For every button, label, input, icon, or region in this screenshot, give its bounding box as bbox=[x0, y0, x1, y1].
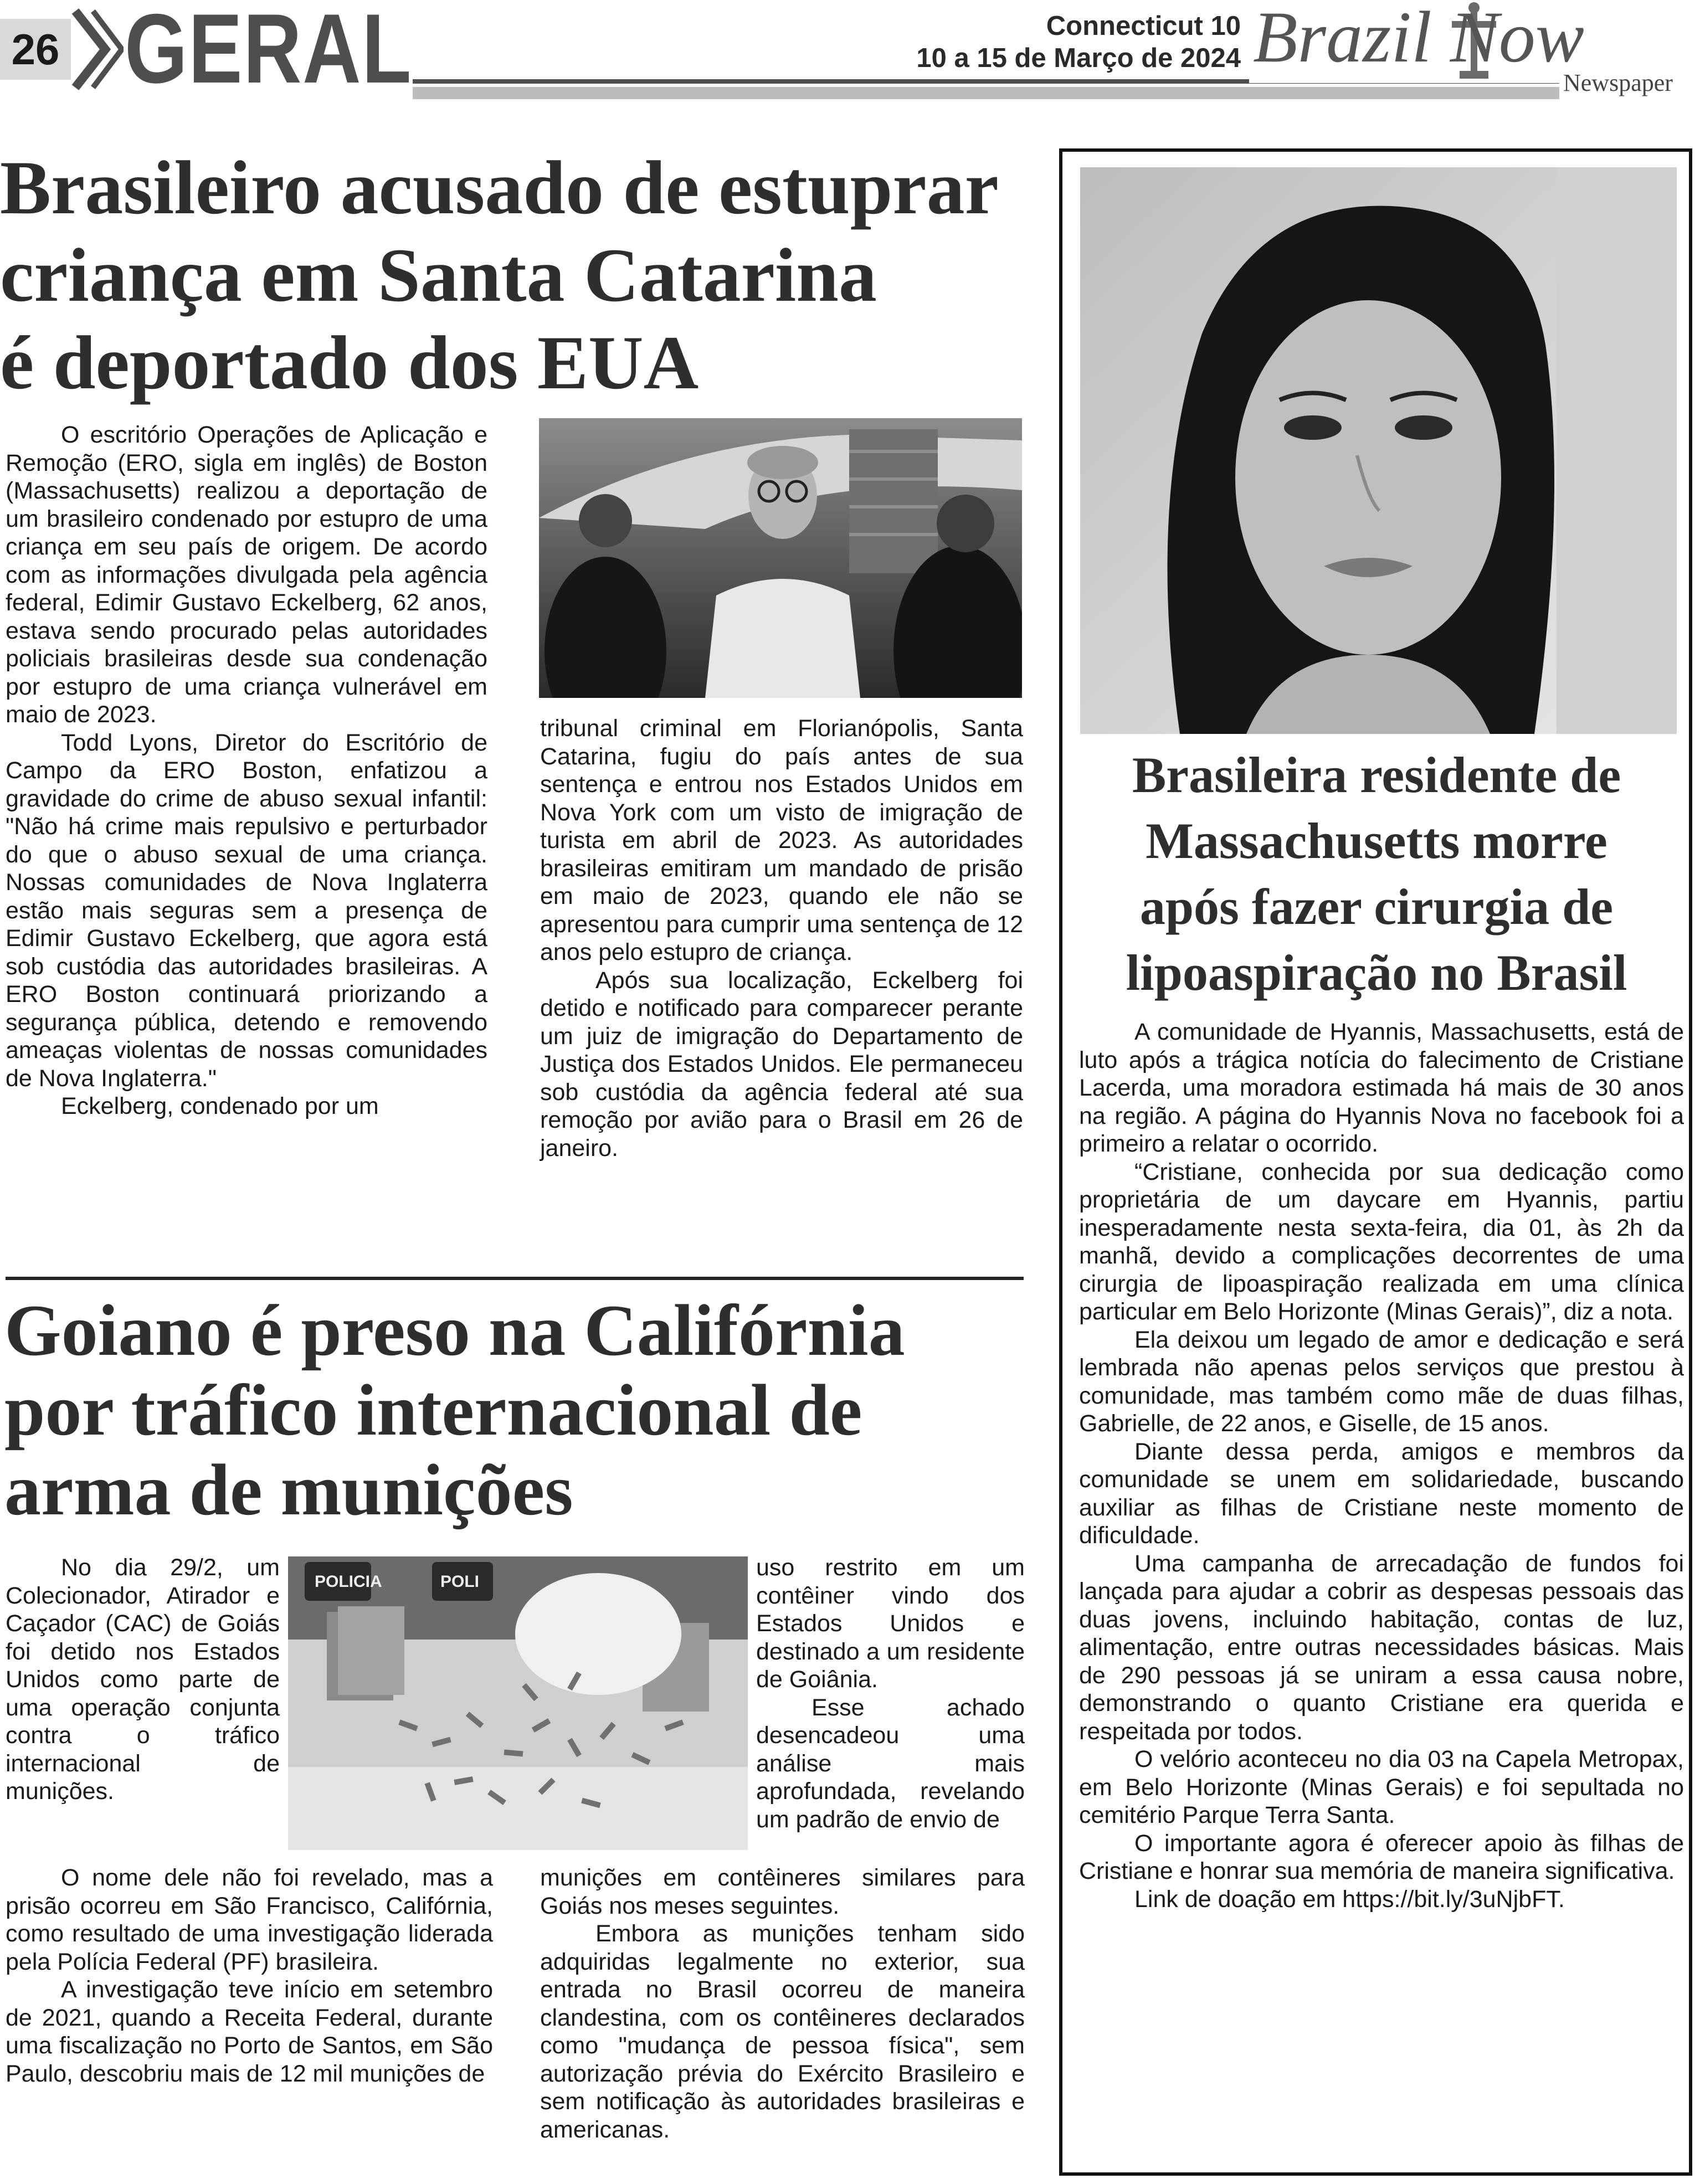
headline-line: após fazer cirurgia de bbox=[1139, 878, 1614, 935]
article-column bbox=[6, 1554, 280, 1806]
chevron-right-icon bbox=[71, 8, 124, 91]
edition-region: Connecticut 10 bbox=[1046, 11, 1241, 41]
article-paragraph: munições em contêineres similares para Goiás nos meses seguintes. bbox=[540, 1864, 1025, 1919]
article-paragraph: Ela deixou um legado de amor e dedicação e será lembrada não apenas pelos serviços que prestou à comunidade, mas também como mãe de duas filhas, Gabrielle, de 22 anos, e Giselle, de 15 anos. bbox=[1079, 1326, 1684, 1437]
headline-line: lipoaspiração no Brasil bbox=[1126, 944, 1627, 1001]
donation-link[interactable]: Link de doação em https://bit.ly/3uNjbFT. bbox=[1134, 1885, 1565, 1913]
headline-line: Massachusetts morre bbox=[1146, 813, 1607, 869]
article-paragraph: Todd Lyons, Diretor do Escritório de Campo da ERO Boston, enfatizou a gravidade do crime de abuso sexual infantil: "Não há crime mais repulsivo e perturbador do que o abuso sexual de uma criança. Nossas comunidades de Nova Inglaterra estão mais seguras sem a presença de Edimir Gustavo Eckelberg, que agora está sob custódia das autoridades brasileiras. A ERO Boston continuará priorizando a segurança pública, detendo e removendo ameaças violentas de nossas comunidades de Nova Inglaterra." bbox=[6, 729, 487, 1092]
article-paragraph: O escritório Operações de Aplicação e Remoção (ERO, sigla em inglês) de Boston (Massachusetts) realizou a deportação de um brasileiro condenado por estupro de uma criança em seu país de origem. De acordo com as informações divulgada pela agência federal, Edimir Gustavo Eckelberg, 62 anos, estava sendo procurado pelas autoridades policiais brasileiras desde sua condenação por estupro de uma criança vulnerável em maio de 2023. bbox=[6, 422, 487, 728]
article-paragraph: O nome dele não foi revelado, mas a prisão ocorreu em São Francisco, Califórnia, como resultado de uma investigação liderada pela Polícia Federal (PF) brasileira. bbox=[6, 1864, 493, 1975]
headline-line: arma de munições bbox=[4, 1449, 573, 1530]
article-paragraph: uso restrito em um contêiner vindo dos Estados Unidos e destinado a um residente de Goiânia. bbox=[756, 1554, 1025, 1693]
article-column bbox=[756, 1554, 1025, 1833]
article-paragraph: A investigação teve início em setembro de 2021, quando a Receita Federal, durante uma fiscalização no Porto de Santos, em São Paulo, descobriu mais de 12 mil munições de bbox=[6, 1976, 493, 2087]
police-sign: POLI bbox=[440, 1573, 480, 1591]
article-column bbox=[6, 421, 487, 1121]
headline-line: criança em Santa Catarina bbox=[0, 233, 877, 317]
headline-line: Goiano é preso na Califórnia bbox=[4, 1289, 905, 1371]
edition-info bbox=[886, 10, 1241, 74]
article-column bbox=[540, 715, 1023, 1162]
article-paragraph: O importante agora é oferecer apoio às filhas de Cristiane e honrar sua memória de maneira significativa. bbox=[1079, 1830, 1684, 1884]
article-paragraph: Uma campanha de arrecadação de fundos foi lançada para ajudar a cobrir as despesas pessoais das duas jovens, incluindo habitação, contas de luz, alimentação, entre outras necessidades básicas. Mais de 290 pessoas já se uniram a essa causa nobre, demonstrando o quanto Cristiane era querida e respeitada por todos. bbox=[1079, 1550, 1684, 1745]
article-paragraph: No dia 29/2, um Colecionador, Atirador e Caçador (CAC) de Goiás foi detido nos Estados Unidos como parte de uma operação conjunta contra o tráfico internacional de munições. bbox=[6, 1554, 280, 1805]
section-title: GERAL bbox=[125, 0, 413, 104]
headline-line: por tráfico internacional de bbox=[4, 1369, 862, 1451]
article-divider bbox=[6, 1277, 1024, 1280]
article-paragraph: Após sua localização, Eckelberg foi detido e notificado para comparecer perante um juiz de imigração do Departamento de Justiça dos Estados Unidos. Ele permaneceu sob custódia da agência federal até sua remoção por avião para o Brasil em 26 de janeiro. bbox=[540, 967, 1023, 1162]
article-paragraph: tribunal criminal em Florianópolis, Santa Catarina, fugiu do país antes de sua sentença e entrou nos Estados Unidos em Nova York com um visto de imigração de turista em abril de 2023. As autoridades brasileiras emitiram um mandado de prisão em maio de 2023, quando ele não se apresentou para cumprir uma sentença de 12 anos pelo estupro de criança. bbox=[540, 715, 1023, 965]
article-column bbox=[1079, 1018, 1684, 1913]
article-paragraph: Embora as munições tenham sido adquiridas legalmente no exterior, sua entrada no Brasil ocorreu de maneira clandestina, com os contêineres declarados como "mudança de pessoa física", sem autorização prévia do Exército Brasileiro e sem notificação às autoridades brasileiras e americanas. bbox=[540, 1920, 1025, 2143]
police-sign: POLICIA bbox=[315, 1573, 382, 1591]
article-paragraph: A comunidade de Hyannis, Massachusetts, está de luto após a trágica notícia do falecimento de Cristiane Lacerda, uma moradora estimada há mais de 30 anos na região. A página do Hyannis Nova no facebook foi a primeiro a relatar o ocorrido. bbox=[1079, 1019, 1684, 1157]
brand-logo-subtitle: Newspaper bbox=[1563, 69, 1673, 96]
headline-line: Brasileiro acusado de estuprar bbox=[0, 145, 999, 230]
article-headline bbox=[1069, 742, 1684, 1006]
article-paragraph: O velório aconteceu no dia 03 na Capela Metropax, em Belo Horizonte (Minas Gerais) e foi sepultada no cemitério Parque Terra Santa. bbox=[1079, 1746, 1684, 1828]
deportation-photo bbox=[539, 418, 1022, 698]
article-headline bbox=[0, 144, 1047, 407]
article-paragraph: “Cristiane, conhecida por sua dedicação como proprietária de um daycare em Hyannis, partiu inesperadamente nesta sexta-feira, dia 01, às 2h da manhã, devido a complicações decorrentes de uma cirurgia de lipoaspiração realizada em uma clínica particular em Belo Horizonte (Minas Gerais)”, diz a nota. bbox=[1079, 1158, 1684, 1325]
article-headline bbox=[4, 1291, 1046, 1530]
brand-logo: Brazil Now bbox=[1253, 0, 1584, 78]
headline-line: Brasileira residente de bbox=[1132, 747, 1621, 803]
headline-line: é deportado dos EUA bbox=[0, 320, 699, 405]
header-rule-shade bbox=[413, 87, 1559, 99]
article-column bbox=[540, 1864, 1025, 2144]
article-paragraph: Eckelberg, condenado por um bbox=[61, 1093, 379, 1119]
article-paragraph: Esse achado desencadeou uma análise mais aprofundada, revelando um padrão de envio de bbox=[756, 1694, 1025, 1833]
article-column bbox=[6, 1864, 493, 2088]
edition-date: 10 a 15 de Março de 2024 bbox=[916, 43, 1241, 73]
portrait-photo bbox=[1080, 167, 1677, 734]
page-number: 26 bbox=[0, 19, 71, 80]
article-paragraph: Diante dessa perda, amigos e membros da comunidade se unem em solidariedade, buscando auxiliar as filhas de Cristiane neste momento de dificuldade. bbox=[1079, 1438, 1684, 1549]
ammunition-photo bbox=[288, 1556, 748, 1850]
